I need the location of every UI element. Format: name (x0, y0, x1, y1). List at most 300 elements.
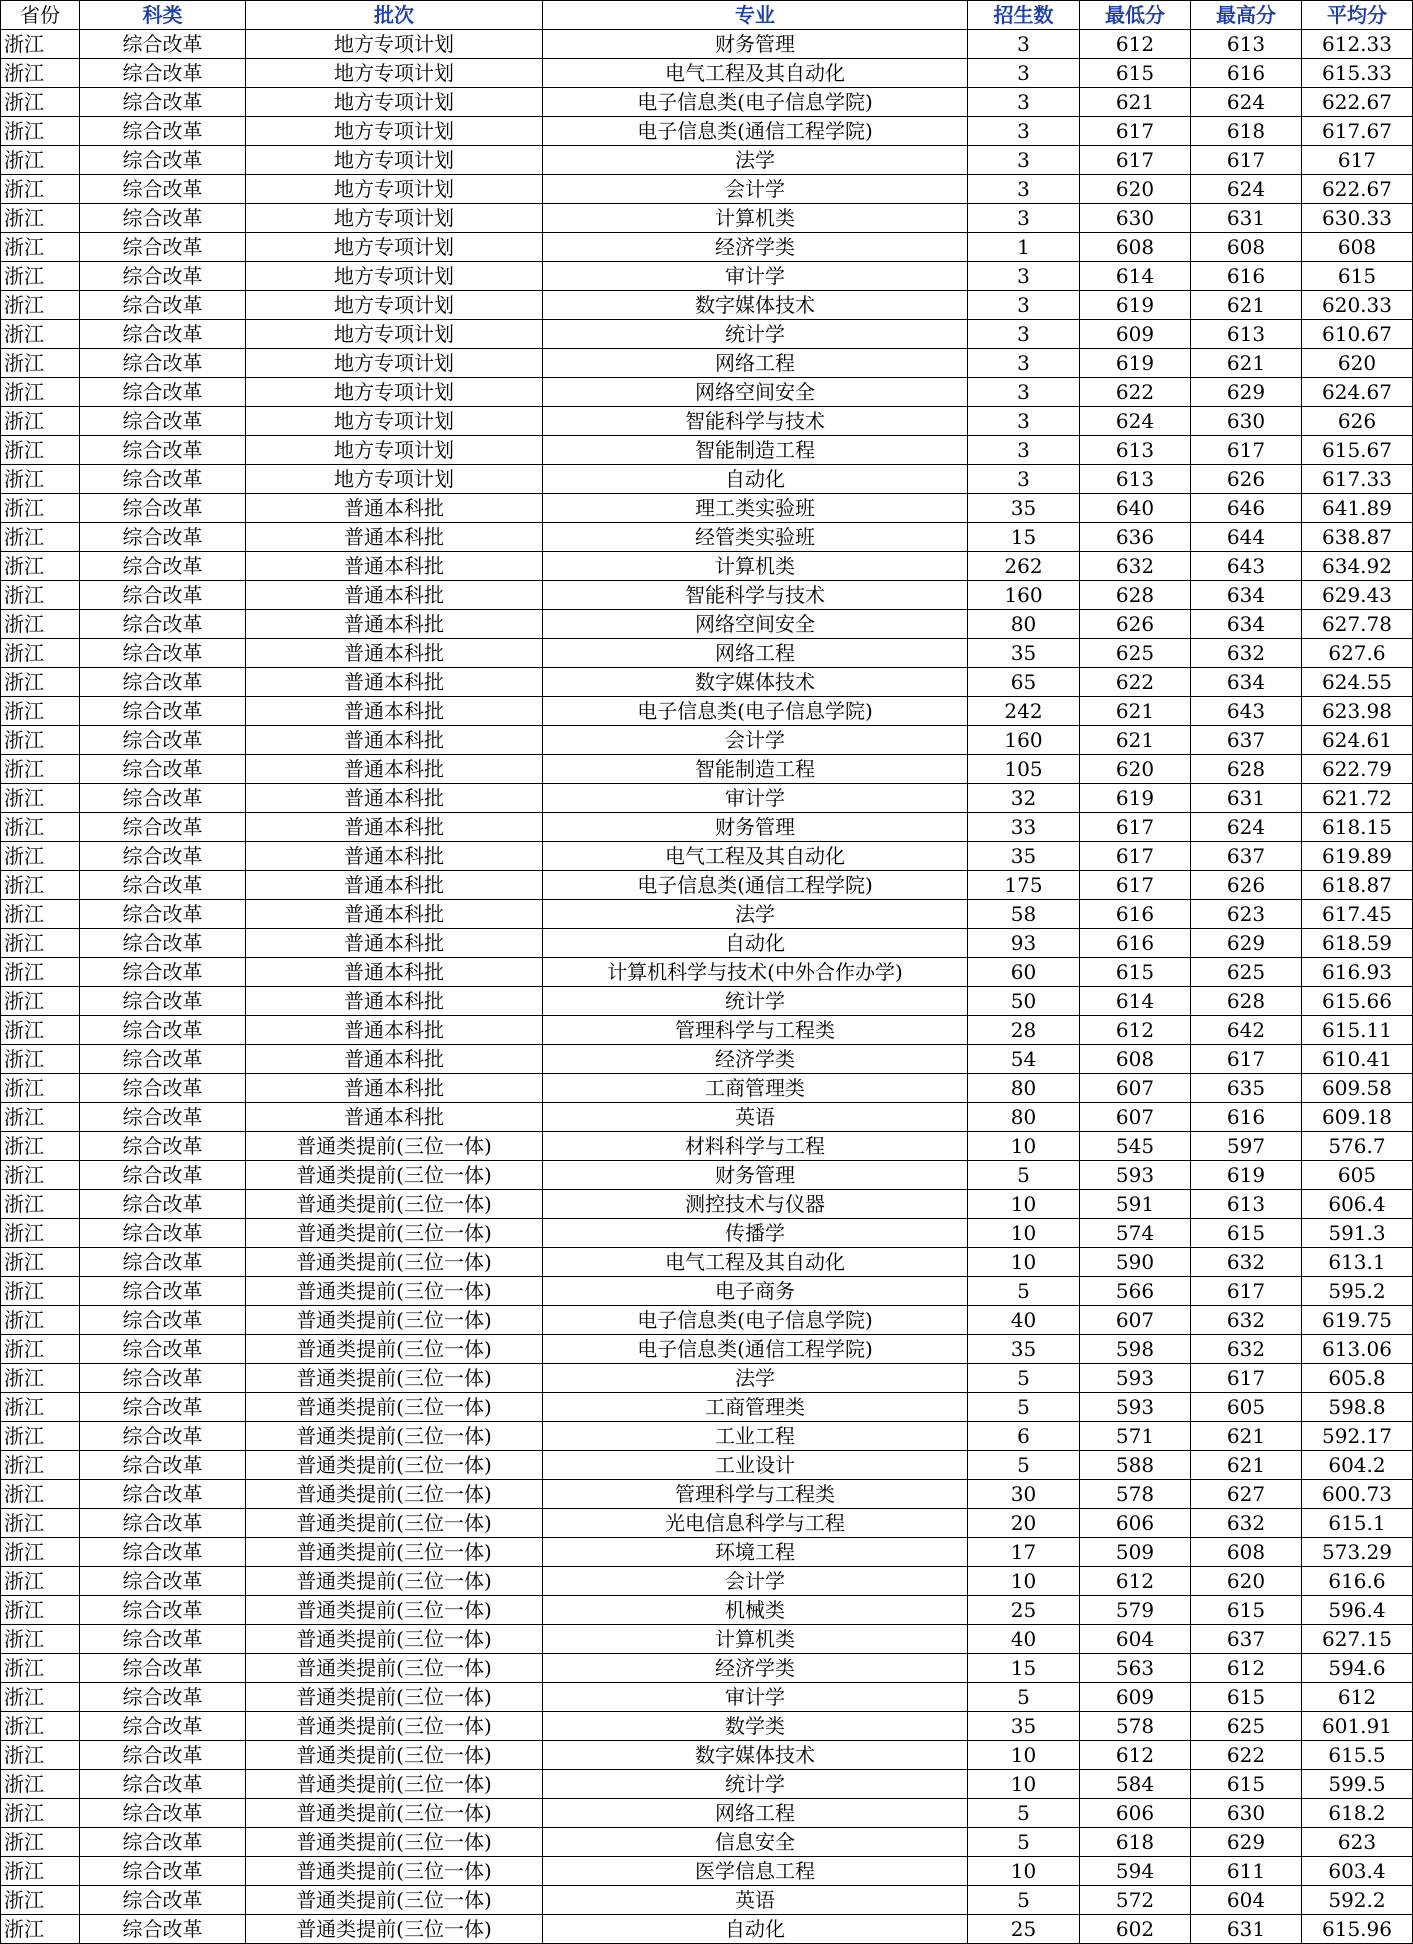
major-cell: 财务管理 (543, 813, 968, 842)
max-score-cell: 629 (1191, 1828, 1302, 1857)
max-score-cell: 625 (1191, 1712, 1302, 1741)
max-score-cell: 616 (1191, 1103, 1302, 1132)
major-cell: 财务管理 (543, 1161, 968, 1190)
max-score-cell: 604 (1191, 1886, 1302, 1915)
min-score-cell: 571 (1080, 1422, 1191, 1451)
table-row (1, 1190, 1413, 1219)
table-row (1, 958, 1413, 987)
min-score-cell: 609 (1080, 320, 1191, 349)
enrollment-cell: 5 (968, 1828, 1080, 1857)
major-cell: 工商管理类 (543, 1074, 968, 1103)
category-cell: 综合改革 (80, 1364, 246, 1393)
category-cell: 综合改革 (80, 1132, 246, 1161)
enrollment-cell: 60 (968, 958, 1080, 987)
major-cell: 网络工程 (543, 639, 968, 668)
enrollment-cell: 5 (968, 1886, 1080, 1915)
table-row (1, 1306, 1413, 1335)
major-cell: 智能制造工程 (543, 436, 968, 465)
max-score-cell: 628 (1191, 987, 1302, 1016)
max-score-cell: 615 (1191, 1219, 1302, 1248)
major-cell: 电子信息类(电子信息学院) (543, 88, 968, 117)
enrollment-cell: 5 (968, 1161, 1080, 1190)
min-score-cell: 584 (1080, 1770, 1191, 1799)
min-score-cell: 612 (1080, 30, 1191, 59)
min-score-cell: 606 (1080, 1509, 1191, 1538)
province-cell: 浙江 (1, 1857, 80, 1886)
enrollment-cell: 10 (968, 1567, 1080, 1596)
batch-cell: 普通类提前(三位一体) (246, 1277, 543, 1306)
max-score-cell: 637 (1191, 726, 1302, 755)
table-row (1, 59, 1413, 88)
enrollment-cell: 3 (968, 407, 1080, 436)
major-cell: 光电信息科学与工程 (543, 1509, 968, 1538)
avg-score-cell: 615 (1302, 262, 1413, 291)
major-cell: 自动化 (543, 465, 968, 494)
province-cell: 浙江 (1, 1886, 80, 1915)
enrollment-cell: 10 (968, 1219, 1080, 1248)
category-cell: 综合改革 (80, 697, 246, 726)
table-row (1, 117, 1413, 146)
table-row (1, 1422, 1413, 1451)
avg-score-cell: 615.96 (1302, 1915, 1413, 1944)
batch-cell: 普通类提前(三位一体) (246, 1799, 543, 1828)
table-row (1, 784, 1413, 813)
batch-cell: 普通类提前(三位一体) (246, 1190, 543, 1219)
min-score-cell: 621 (1080, 697, 1191, 726)
table-row (1, 175, 1413, 204)
province-cell: 浙江 (1, 1248, 80, 1277)
batch-cell: 普通本科批 (246, 697, 543, 726)
avg-score-cell: 627.6 (1302, 639, 1413, 668)
table-row (1, 146, 1413, 175)
table-row (1, 436, 1413, 465)
table-row (1, 1915, 1413, 1944)
category-cell: 综合改革 (80, 1683, 246, 1712)
major-cell: 会计学 (543, 175, 968, 204)
enrollment-cell: 160 (968, 726, 1080, 755)
major-cell: 电子商务 (543, 1277, 968, 1306)
table-row (1, 349, 1413, 378)
max-score-cell: 617 (1191, 146, 1302, 175)
batch-cell: 地方专项计划 (246, 465, 543, 494)
batch-cell: 地方专项计划 (246, 320, 543, 349)
min-score-cell: 588 (1080, 1451, 1191, 1480)
enrollment-cell: 105 (968, 755, 1080, 784)
province-cell: 浙江 (1, 1654, 80, 1683)
major-cell: 管理科学与工程类 (543, 1480, 968, 1509)
major-cell: 会计学 (543, 726, 968, 755)
province-cell: 浙江 (1, 233, 80, 262)
batch-cell: 地方专项计划 (246, 30, 543, 59)
category-cell: 综合改革 (80, 813, 246, 842)
max-score-cell: 621 (1191, 291, 1302, 320)
category-cell: 综合改革 (80, 784, 246, 813)
major-cell: 医学信息工程 (543, 1857, 968, 1886)
major-cell: 网络工程 (543, 1799, 968, 1828)
category-cell: 综合改革 (80, 1335, 246, 1364)
avg-score-cell: 618.2 (1302, 1799, 1413, 1828)
category-cell: 综合改革 (80, 1306, 246, 1335)
major-cell: 工业设计 (543, 1451, 968, 1480)
table-row (1, 204, 1413, 233)
enrollment-cell: 50 (968, 987, 1080, 1016)
enrollment-cell: 5 (968, 1393, 1080, 1422)
province-cell: 浙江 (1, 668, 80, 697)
min-score-cell: 613 (1080, 465, 1191, 494)
table-row (1, 610, 1413, 639)
enrollment-cell: 25 (968, 1915, 1080, 1944)
province-cell: 浙江 (1, 1538, 80, 1567)
min-score-cell: 632 (1080, 552, 1191, 581)
major-cell: 智能科学与技术 (543, 581, 968, 610)
avg-score-cell: 627.15 (1302, 1625, 1413, 1654)
enrollment-cell: 3 (968, 436, 1080, 465)
table-row (1, 1654, 1413, 1683)
enrollment-cell: 3 (968, 465, 1080, 494)
min-score-cell: 593 (1080, 1161, 1191, 1190)
max-score-cell: 630 (1191, 407, 1302, 436)
batch-cell: 普通本科批 (246, 494, 543, 523)
min-score-cell: 625 (1080, 639, 1191, 668)
enrollment-cell: 28 (968, 1016, 1080, 1045)
min-score-cell: 614 (1080, 987, 1191, 1016)
category-cell: 综合改革 (80, 378, 246, 407)
table-row (1, 755, 1413, 784)
avg-score-cell: 634.92 (1302, 552, 1413, 581)
table-row (1, 1161, 1413, 1190)
province-cell: 浙江 (1, 117, 80, 146)
province-cell: 浙江 (1, 958, 80, 987)
category-cell: 综合改革 (80, 1538, 246, 1567)
category-cell: 综合改革 (80, 349, 246, 378)
batch-cell: 普通本科批 (246, 552, 543, 581)
category-cell: 综合改革 (80, 117, 246, 146)
batch-cell: 普通类提前(三位一体) (246, 1422, 543, 1451)
avg-score-cell: 592.17 (1302, 1422, 1413, 1451)
enrollment-cell: 15 (968, 523, 1080, 552)
major-cell: 理工类实验班 (543, 494, 968, 523)
category-cell: 综合改革 (80, 291, 246, 320)
batch-cell: 普通本科批 (246, 929, 543, 958)
min-score-cell: 617 (1080, 842, 1191, 871)
category-cell: 综合改革 (80, 1277, 246, 1306)
province-cell: 浙江 (1, 175, 80, 204)
min-score-cell: 615 (1080, 958, 1191, 987)
batch-cell: 普通类提前(三位一体) (246, 1741, 543, 1770)
header-major: 专业 (543, 1, 968, 30)
province-cell: 浙江 (1, 1712, 80, 1741)
batch-cell: 普通本科批 (246, 784, 543, 813)
major-cell: 电子信息类(电子信息学院) (543, 697, 968, 726)
avg-score-cell: 576.7 (1302, 1132, 1413, 1161)
max-score-cell: 646 (1191, 494, 1302, 523)
avg-score-cell: 624.67 (1302, 378, 1413, 407)
avg-score-cell: 617.67 (1302, 117, 1413, 146)
enrollment-cell: 10 (968, 1770, 1080, 1799)
province-cell: 浙江 (1, 1625, 80, 1654)
max-score-cell: 611 (1191, 1857, 1302, 1886)
min-score-cell: 607 (1080, 1103, 1191, 1132)
batch-cell: 普通本科批 (246, 1074, 543, 1103)
avg-score-cell: 623.98 (1302, 697, 1413, 726)
avg-score-cell: 591.3 (1302, 1219, 1413, 1248)
table-row (1, 378, 1413, 407)
enrollment-cell: 10 (968, 1741, 1080, 1770)
header-enrollment: 招生数 (968, 1, 1080, 30)
min-score-cell: 598 (1080, 1335, 1191, 1364)
category-cell: 综合改革 (80, 1625, 246, 1654)
table-row (1, 1045, 1413, 1074)
avg-score-cell: 638.87 (1302, 523, 1413, 552)
major-cell: 电子信息类(通信工程学院) (543, 117, 968, 146)
max-score-cell: 643 (1191, 552, 1302, 581)
min-score-cell: 617 (1080, 813, 1191, 842)
table-row (1, 929, 1413, 958)
min-score-cell: 545 (1080, 1132, 1191, 1161)
min-score-cell: 619 (1080, 349, 1191, 378)
enrollment-cell: 10 (968, 1190, 1080, 1219)
max-score-cell: 613 (1191, 1190, 1302, 1219)
category-cell: 综合改革 (80, 59, 246, 88)
province-cell: 浙江 (1, 639, 80, 668)
min-score-cell: 572 (1080, 1886, 1191, 1915)
batch-cell: 普通类提前(三位一体) (246, 1712, 543, 1741)
avg-score-cell: 618.15 (1302, 813, 1413, 842)
avg-score-cell: 596.4 (1302, 1596, 1413, 1625)
enrollment-cell: 3 (968, 262, 1080, 291)
avg-score-cell: 616.6 (1302, 1567, 1413, 1596)
min-score-cell: 590 (1080, 1248, 1191, 1277)
province-cell: 浙江 (1, 1915, 80, 1944)
table-row (1, 1741, 1413, 1770)
batch-cell: 普通本科批 (246, 1016, 543, 1045)
major-cell: 数字媒体技术 (543, 1741, 968, 1770)
batch-cell: 普通类提前(三位一体) (246, 1538, 543, 1567)
min-score-cell: 578 (1080, 1480, 1191, 1509)
category-cell: 综合改革 (80, 842, 246, 871)
batch-cell: 普通本科批 (246, 523, 543, 552)
header-category: 科类 (80, 1, 246, 30)
min-score-cell: 613 (1080, 436, 1191, 465)
major-cell: 英语 (543, 1103, 968, 1132)
category-cell: 综合改革 (80, 871, 246, 900)
batch-cell: 地方专项计划 (246, 88, 543, 117)
province-cell: 浙江 (1, 581, 80, 610)
enrollment-cell: 80 (968, 1074, 1080, 1103)
max-score-cell: 608 (1191, 233, 1302, 262)
min-score-cell: 509 (1080, 1538, 1191, 1567)
max-score-cell: 616 (1191, 262, 1302, 291)
min-score-cell: 616 (1080, 929, 1191, 958)
batch-cell: 地方专项计划 (246, 59, 543, 88)
avg-score-cell: 630.33 (1302, 204, 1413, 233)
enrollment-cell: 3 (968, 320, 1080, 349)
enrollment-cell: 3 (968, 204, 1080, 233)
table-row (1, 1277, 1413, 1306)
batch-cell: 地方专项计划 (246, 407, 543, 436)
province-cell: 浙江 (1, 88, 80, 117)
province-cell: 浙江 (1, 1364, 80, 1393)
major-cell: 统计学 (543, 987, 968, 1016)
major-cell: 经济学类 (543, 1045, 968, 1074)
max-score-cell: 637 (1191, 842, 1302, 871)
batch-cell: 普通类提前(三位一体) (246, 1654, 543, 1683)
province-cell: 浙江 (1, 320, 80, 349)
province-cell: 浙江 (1, 146, 80, 175)
max-score-cell: 630 (1191, 1799, 1302, 1828)
avg-score-cell: 609.58 (1302, 1074, 1413, 1103)
province-cell: 浙江 (1, 436, 80, 465)
max-score-cell: 624 (1191, 175, 1302, 204)
province-cell: 浙江 (1, 291, 80, 320)
category-cell: 综合改革 (80, 1480, 246, 1509)
table-row (1, 1799, 1413, 1828)
avg-score-cell: 615.5 (1302, 1741, 1413, 1770)
header-batch: 批次 (246, 1, 543, 30)
category-cell: 综合改革 (80, 958, 246, 987)
table-row (1, 1132, 1413, 1161)
enrollment-cell: 6 (968, 1422, 1080, 1451)
province-cell: 浙江 (1, 1683, 80, 1712)
province-cell: 浙江 (1, 1306, 80, 1335)
province-cell: 浙江 (1, 1596, 80, 1625)
province-cell: 浙江 (1, 1509, 80, 1538)
min-score-cell: 612 (1080, 1016, 1191, 1045)
batch-cell: 普通类提前(三位一体) (246, 1306, 543, 1335)
major-cell: 审计学 (543, 1683, 968, 1712)
table-row (1, 639, 1413, 668)
province-cell: 浙江 (1, 784, 80, 813)
category-cell: 综合改革 (80, 1219, 246, 1248)
min-score-cell: 624 (1080, 407, 1191, 436)
avg-score-cell: 619.75 (1302, 1306, 1413, 1335)
batch-cell: 普通类提前(三位一体) (246, 1161, 543, 1190)
table-row (1, 233, 1413, 262)
table-row (1, 900, 1413, 929)
max-score-cell: 621 (1191, 1451, 1302, 1480)
enrollment-cell: 3 (968, 117, 1080, 146)
avg-score-cell: 622.67 (1302, 175, 1413, 204)
max-score-cell: 632 (1191, 1248, 1302, 1277)
province-cell: 浙江 (1, 1770, 80, 1799)
max-score-cell: 642 (1191, 1016, 1302, 1045)
major-cell: 经管类实验班 (543, 523, 968, 552)
header-province: 省份 (1, 1, 80, 30)
major-cell: 法学 (543, 900, 968, 929)
enrollment-cell: 5 (968, 1364, 1080, 1393)
province-cell: 浙江 (1, 1799, 80, 1828)
province-cell: 浙江 (1, 1451, 80, 1480)
enrollment-cell: 175 (968, 871, 1080, 900)
category-cell: 综合改革 (80, 1248, 246, 1277)
category-cell: 综合改革 (80, 1828, 246, 1857)
major-cell: 电子信息类(电子信息学院) (543, 1306, 968, 1335)
table-row (1, 552, 1413, 581)
avg-score-cell: 609.18 (1302, 1103, 1413, 1132)
major-cell: 电气工程及其自动化 (543, 842, 968, 871)
min-score-cell: 566 (1080, 1277, 1191, 1306)
table-row (1, 668, 1413, 697)
min-score-cell: 622 (1080, 378, 1191, 407)
table-row (1, 726, 1413, 755)
province-cell: 浙江 (1, 552, 80, 581)
avg-score-cell: 626 (1302, 407, 1413, 436)
batch-cell: 地方专项计划 (246, 378, 543, 407)
table-row (1, 88, 1413, 117)
min-score-cell: 606 (1080, 1799, 1191, 1828)
min-score-cell: 591 (1080, 1190, 1191, 1219)
avg-score-cell: 610.41 (1302, 1045, 1413, 1074)
min-score-cell: 615 (1080, 59, 1191, 88)
category-cell: 综合改革 (80, 204, 246, 233)
major-cell: 计算机类 (543, 204, 968, 233)
avg-score-cell: 605.8 (1302, 1364, 1413, 1393)
enrollment-cell: 35 (968, 494, 1080, 523)
batch-cell: 地方专项计划 (246, 204, 543, 233)
max-score-cell: 643 (1191, 697, 1302, 726)
batch-cell: 地方专项计划 (246, 262, 543, 291)
header-min-score: 最低分 (1080, 1, 1191, 30)
avg-score-cell: 600.73 (1302, 1480, 1413, 1509)
max-score-cell: 613 (1191, 30, 1302, 59)
batch-cell: 普通类提前(三位一体) (246, 1625, 543, 1654)
category-cell: 综合改革 (80, 1654, 246, 1683)
major-cell: 计算机类 (543, 1625, 968, 1654)
avg-score-cell: 624.55 (1302, 668, 1413, 697)
category-cell: 综合改革 (80, 610, 246, 639)
avg-score-cell: 621.72 (1302, 784, 1413, 813)
min-score-cell: 594 (1080, 1857, 1191, 1886)
avg-score-cell: 623 (1302, 1828, 1413, 1857)
max-score-cell: 632 (1191, 1509, 1302, 1538)
category-cell: 综合改革 (80, 987, 246, 1016)
max-score-cell: 621 (1191, 349, 1302, 378)
province-cell: 浙江 (1, 1219, 80, 1248)
batch-cell: 地方专项计划 (246, 436, 543, 465)
min-score-cell: 593 (1080, 1364, 1191, 1393)
enrollment-cell: 3 (968, 175, 1080, 204)
category-cell: 综合改革 (80, 900, 246, 929)
max-score-cell: 644 (1191, 523, 1302, 552)
category-cell: 综合改革 (80, 436, 246, 465)
max-score-cell: 622 (1191, 1741, 1302, 1770)
province-cell: 浙江 (1, 1045, 80, 1074)
category-cell: 综合改革 (80, 262, 246, 291)
major-cell: 统计学 (543, 320, 968, 349)
max-score-cell: 627 (1191, 1480, 1302, 1509)
max-score-cell: 619 (1191, 1161, 1302, 1190)
major-cell: 计算机科学与技术(中外合作办学) (543, 958, 968, 987)
category-cell: 综合改革 (80, 1712, 246, 1741)
batch-cell: 普通本科批 (246, 581, 543, 610)
category-cell: 综合改革 (80, 1103, 246, 1132)
batch-cell: 地方专项计划 (246, 233, 543, 262)
batch-cell: 普通类提前(三位一体) (246, 1915, 543, 1944)
avg-score-cell: 610.67 (1302, 320, 1413, 349)
min-score-cell: 628 (1080, 581, 1191, 610)
table-row (1, 697, 1413, 726)
table-row (1, 1538, 1413, 1567)
table-row (1, 1886, 1413, 1915)
category-cell: 综合改革 (80, 1016, 246, 1045)
min-score-cell: 617 (1080, 871, 1191, 900)
min-score-cell: 619 (1080, 291, 1191, 320)
major-cell: 传播学 (543, 1219, 968, 1248)
table-row (1, 407, 1413, 436)
max-score-cell: 615 (1191, 1596, 1302, 1625)
avg-score-cell: 599.5 (1302, 1770, 1413, 1799)
province-cell: 浙江 (1, 1074, 80, 1103)
